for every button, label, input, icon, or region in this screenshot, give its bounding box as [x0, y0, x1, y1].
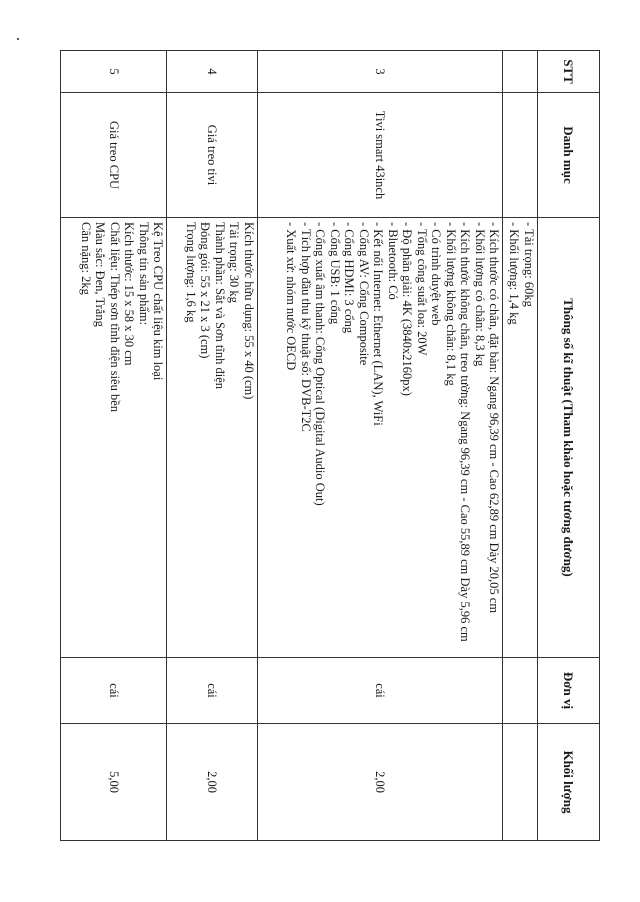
cell-name: Giá treo CPU	[61, 93, 167, 218]
cell-name: Tivi smart 43inch	[257, 93, 503, 218]
cell-name: Giá treo tivi	[167, 93, 257, 218]
cell-stt: 4	[167, 51, 257, 93]
spec-line: Kích thước hữu dụng: 55 x 40 (cm)	[241, 222, 256, 400]
cell-spec	[503, 218, 538, 658]
table-row	[167, 51, 257, 841]
spec-line: - Kích thước có chân, đặt bàn: Ngang 96,39 cm - Cao 62,89 cm Dày 20,05 cm	[487, 222, 502, 614]
cell-qty	[503, 724, 538, 841]
table-row	[61, 51, 167, 841]
spec-line: Thành phần: Sắt và Sơn tĩnh điện	[212, 222, 227, 390]
cell-unit	[503, 658, 538, 724]
spec-line: - Khối lượng không chân: 8,1 kg	[443, 222, 458, 386]
spec-line: - Có trình duyệt web	[429, 222, 444, 326]
cell-stt: 5	[61, 51, 167, 93]
spec-line: Màu sắc: Đen, Trắng	[93, 222, 108, 327]
spec-line: Kích thước: 15 x 58 x 30 cm	[122, 222, 137, 366]
spec-line: Trọng lượng: 1,6 kg	[183, 222, 198, 323]
spec-line: - Cổng xuất âm thanh: Cổng Optical (Digital Audio Out)	[313, 222, 328, 506]
spec-line: Chất liệu: Thép sơn tĩnh điện siêu bền	[107, 222, 122, 413]
cell-spec	[257, 218, 503, 658]
cell-unit: cái	[167, 658, 257, 724]
cell-spec	[167, 218, 257, 658]
spec-line: Đóng gói: 55 x 21 x 3 (cm)	[198, 222, 213, 359]
cell-stt	[503, 51, 538, 93]
table-row-continuation	[503, 51, 538, 841]
header-qty: Khối lượng	[538, 724, 600, 841]
spec-line: Kệ Treo CPU chất liệu kim loại	[151, 222, 166, 381]
spec-line: Cân nặng: 2kg	[78, 222, 93, 295]
header-name: Danh mục	[538, 93, 600, 218]
header-unit: Đơn vị	[538, 658, 600, 724]
spec-line: - Xuất xứ: nhóm nước OECD	[284, 222, 299, 371]
cell-unit: cái	[61, 658, 167, 724]
spec-line: - Tổng công suất loa: 20W	[414, 222, 429, 356]
header-spec: Thông số kĩ thuật (Tham khảo hoặc tương đương)	[538, 218, 600, 658]
table-row	[257, 51, 503, 841]
rotated-page	[60, 50, 600, 840]
spec-table	[60, 50, 600, 841]
spec-line: - Độ phân giải: 4K (3840x2160px)	[400, 222, 415, 396]
spec-line: Tải trọng: 30 kg	[227, 222, 242, 303]
header-stt: STT	[538, 51, 600, 93]
cell-unit: cái	[257, 658, 503, 724]
cell-qty: 2,00	[257, 724, 503, 841]
spec-line: - Kết nối Internet: Ethernet (LAN), WiFi	[371, 222, 386, 426]
cell-name	[503, 93, 538, 218]
spec-line: - Cổng HDMI: 3 cổng	[342, 222, 357, 334]
spec-line: Thông tin sản phẩm:	[136, 222, 151, 326]
cell-qty: 2,00	[167, 724, 257, 841]
header-row	[538, 51, 600, 841]
spec-line: - Khối lượng có chân: 8,3 kg	[472, 222, 487, 367]
cell-stt: 3	[257, 51, 503, 93]
scan-speck	[17, 38, 19, 40]
spec-line: - Cổng USB: 1 cổng	[327, 222, 342, 325]
cell-qty: 5,00	[61, 724, 167, 841]
spec-line: - Tải trọng: 60kg	[522, 222, 536, 307]
cell-spec	[61, 218, 167, 658]
spec-line: - Tích hợp đầu thu kỹ thuật số: DVB-T2C	[298, 222, 313, 432]
spec-line: - Bluetooth: Có	[385, 222, 400, 300]
spec-line: - Cổng AV: Cổng Composite	[356, 222, 371, 366]
spec-line: - Khối lượng: 1,4 kg	[507, 222, 522, 325]
spec-line: - Kích thước không chân, treo tường: Ngang 96,39 cm - Cao 55,89 cm Dày 5,96 cm	[458, 222, 473, 642]
